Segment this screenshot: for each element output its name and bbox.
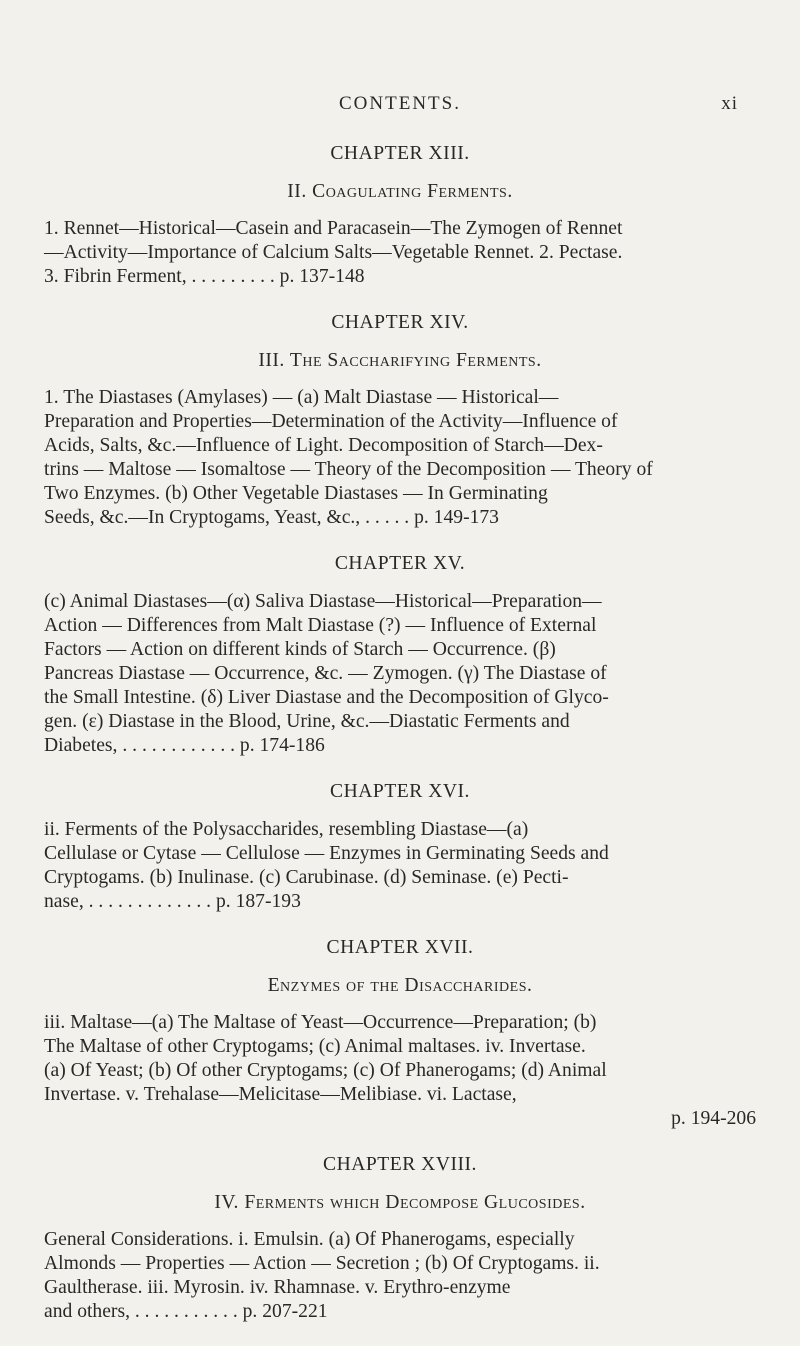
- summary-line: Cellulase or Cytase — Cellulose — Enzymes in Germinating Seeds and: [44, 843, 609, 864]
- summary-line: Action — Differences from Malt Diastase (?) — Influence of External: [44, 615, 597, 636]
- chapter-15-entry: [44, 552, 756, 758]
- chapter-heading: CHAPTER XIII.: [330, 143, 470, 164]
- summary-line: 1. The Diastases (Amylases) — (a) Malt Diastase — Historical—: [44, 387, 559, 408]
- summary-line: 1. Rennet—Historical—Casein and Paracasein—The Zymogen of Rennet: [44, 218, 623, 239]
- chapter-summary: [44, 818, 756, 914]
- chapter-18-entry: [44, 1153, 756, 1324]
- summary-line: nase, . . . . . . . . . . . . . p. 187-193: [44, 891, 301, 912]
- summary-line: —Activity—Importance of Calcium Salts—Vegetable Rennet. 2. Pectase.: [44, 242, 623, 263]
- summary-line: ii. Ferments of the Polysaccharides, resembling Diastase—(a): [44, 819, 529, 840]
- chapter-16-entry: [44, 780, 756, 914]
- summary-line: Gaultherase. iii. Myrosin. iv. Rhamnase. v. Erythro-enzyme: [44, 1277, 511, 1298]
- page-number: xi: [721, 93, 738, 114]
- summary-line: Two Enzymes. (b) Other Vegetable Diastases — In Germinating: [44, 483, 548, 504]
- chapter-heading: CHAPTER XVIII.: [323, 1154, 477, 1175]
- section-heading: II. Coagulating Ferments.: [287, 181, 513, 202]
- summary-line: gen. (ε) Diastase in the Blood, Urine, &c.—Diastatic Ferments and: [44, 711, 570, 732]
- chapter-heading: CHAPTER XIV.: [331, 312, 469, 333]
- summary-line: 3. Fibrin Ferment, . . . . . . . . . p. 137-148: [44, 266, 365, 287]
- chapter-17-entry: [44, 936, 756, 1131]
- chapter-14-entry: [44, 311, 756, 530]
- chapter-summary: [44, 1011, 756, 1131]
- summary-line: Pancreas Diastase — Occurrence, &c. — Zymogen. (γ) The Diastase of: [44, 663, 607, 684]
- summary-line: trins — Maltose — Isomaltose — Theory of the Decomposition — Theory of: [44, 459, 653, 480]
- chapter-summary: [44, 386, 756, 530]
- page-reference: p. 194-206: [671, 1108, 756, 1129]
- section-heading: III. The Saccharifying Ferments.: [258, 350, 542, 371]
- summary-line: Preparation and Properties—Determination of the Activity—Influence of: [44, 411, 618, 432]
- section-heading: IV. Ferments which Decompose Glucosides.: [214, 1192, 586, 1213]
- contents-body: [44, 142, 756, 1346]
- summary-line: Invertase. v. Trehalase—Melicitase—Melibiase. vi. Lactase,: [44, 1084, 517, 1105]
- summary-line: Factors — Action on different kinds of Starch — Occurrence. (β): [44, 639, 556, 660]
- summary-line: and others, . . . . . . . . . . . p. 207-221: [44, 1301, 328, 1322]
- summary-line: General Considerations. i. Emulsin. (a) Of Phanerogams, especially: [44, 1229, 575, 1250]
- chapter-13-entry: [44, 142, 756, 289]
- summary-line: (a) Of Yeast; (b) Of other Cryptogams; (c) Of Phanerogams; (d) Animal: [44, 1060, 607, 1081]
- summary-line: Acids, Salts, &c.—Influence of Light. Decomposition of Starch—Dex-: [44, 435, 603, 456]
- summary-line: Almonds — Properties — Action — Secretion ; (b) Of Cryptogams. ii.: [44, 1253, 600, 1274]
- chapter-summary: [44, 217, 756, 289]
- summary-line: The Maltase of other Cryptogams; (c) Animal maltases. iv. Invertase.: [44, 1036, 586, 1057]
- chapter-heading: CHAPTER XVII.: [326, 937, 474, 958]
- summary-line: Diabetes, . . . . . . . . . . . . p. 174-186: [44, 735, 325, 756]
- chapter-summary: [44, 590, 756, 758]
- chapter-heading: CHAPTER XVI.: [330, 781, 470, 802]
- summary-line: (c) Animal Diastases—(α) Saliva Diastase—Historical—Preparation—: [44, 591, 602, 612]
- running-title: CONTENTS.: [339, 93, 461, 114]
- running-head: [0, 93, 800, 115]
- chapter-heading: CHAPTER XV.: [334, 553, 466, 574]
- chapter-summary: [44, 1228, 756, 1324]
- summary-line: Cryptogams. (b) Inulinase. (c) Carubinase. (d) Seminase. (e) Pecti-: [44, 867, 569, 888]
- summary-line: the Small Intestine. (δ) Liver Diastase and the Decomposition of Glyco-: [44, 687, 609, 708]
- summary-line: iii. Maltase—(a) The Maltase of Yeast—Occurrence—Preparation; (b): [44, 1012, 597, 1033]
- summary-line: Seeds, &c.—In Cryptogams, Yeast, &c., . . . . . p. 149-173: [44, 507, 499, 528]
- section-heading: Enzymes of the Disaccharides.: [267, 975, 533, 996]
